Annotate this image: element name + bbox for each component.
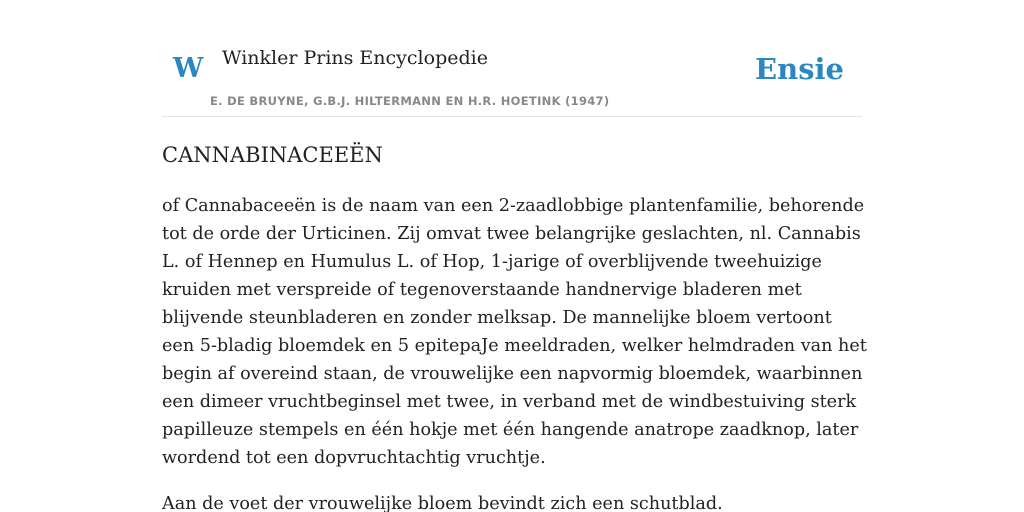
- publication-title[interactable]: Winkler Prins Encyclopedie: [222, 47, 488, 69]
- brand-logo[interactable]: Ensie: [755, 52, 844, 86]
- article-paragraph: of Cannabaceeën is de naam van een 2-zaadlobbige plantenfamilie, behorende tot de orde der Urticinen. Zij omvat twee belangrijke geslachten, nl. Cannabis L. of Hennep en Humulus L. of Hop, 1-jarige of overblijvende tweehuizige kruiden met verspreide of tegenoverstaande handnervige bladeren met blijvende steunbladeren en zonder melksap. De mannelijke bloem vertoont een 5-bladig bloemdek en 5 epitepaJe meeldraden, welker helmdraden van het begin af overeind staan, de vrouwelijke een napvormig bloemdek, waarbinnen een dimeer vruchtbeginsel met twee, in verband met de windbestuiving sterk papilleuze stempels en één hokje met één hangende anatrope zaadknop, later wordend tot een dopvruchtachtig vruchtje.: [162, 196, 867, 468]
- publication-authors: E. DE BRUYNE, G.B.J. HILTERMANN EN H.R. HOETINK (1947): [210, 94, 610, 108]
- publication-logo[interactable]: W: [173, 53, 204, 84]
- article-title: CANNABINACEEËN: [162, 143, 383, 167]
- article-body: [162, 192, 867, 512]
- article-paragraph: Aan de voet der vrouwelijke bloem bevindt zich een schutblad.: [162, 494, 723, 512]
- site-header: [162, 0, 862, 117]
